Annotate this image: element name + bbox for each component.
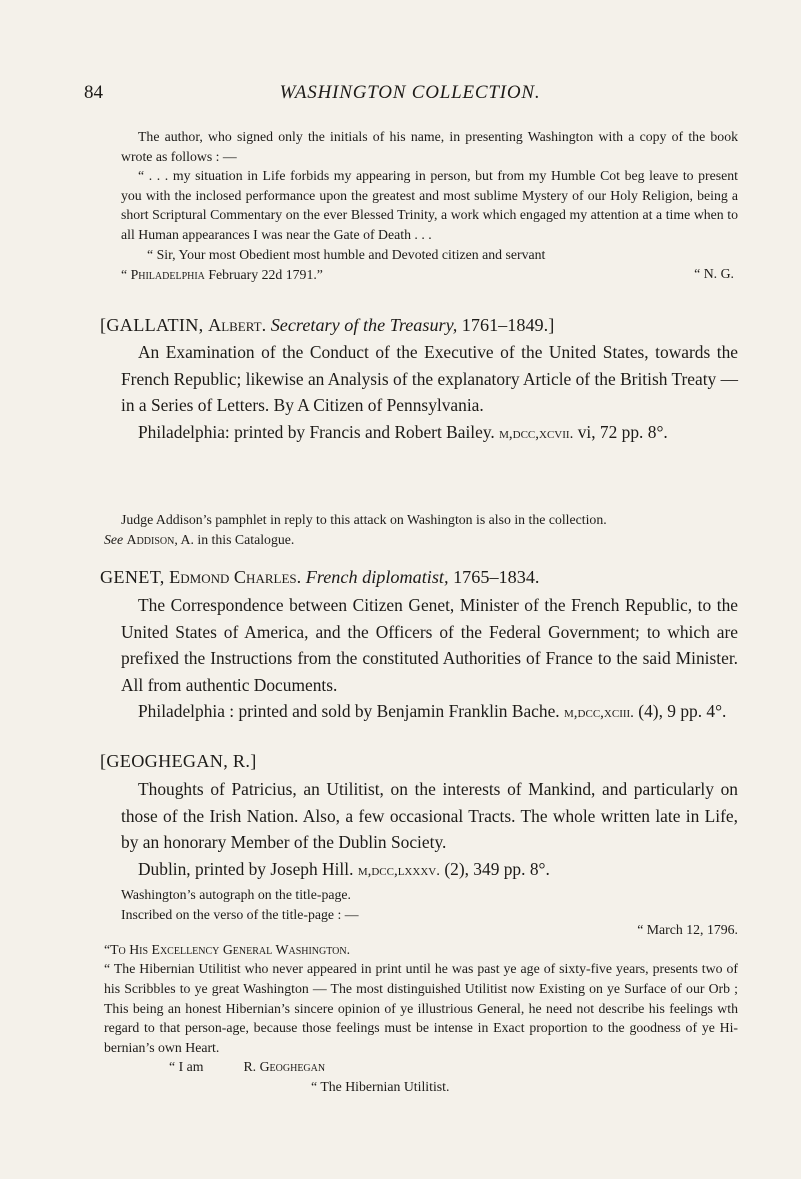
see-rest: in this Catalogue. <box>197 531 295 547</box>
see-ref: Addison, A. <box>126 531 194 547</box>
signer-name: R. Geoghegan <box>243 1059 326 1075</box>
intro-note <box>121 127 738 284</box>
note-inscribed: Inscribed on the verso of the title-page : — <box>121 906 359 922</box>
imprint-year: m,dcc,xciii. <box>564 705 634 721</box>
entry-genet <box>100 563 738 591</box>
entry-heading <box>100 311 738 339</box>
entry-gallatin <box>100 311 738 339</box>
entry-geoghegan <box>100 747 738 775</box>
geoghegan-body <box>121 776 738 884</box>
imprint <box>121 856 738 885</box>
author-given: Albert. <box>208 315 267 335</box>
author-dates: 1765–1834. <box>453 567 540 587</box>
imprint-collation: 72 pp. 8°. <box>599 421 668 442</box>
author-role: Secretary of the Treasury, <box>270 315 458 335</box>
imprint-collation: (4), 9 pp. 4°. <box>638 701 727 721</box>
imprint <box>121 698 738 727</box>
imprint-year: m,dcc,xcvii. <box>499 425 574 442</box>
book-title: Thoughts of Patricius, an Utilitist, on the interests of Mankind, and particularly on those of the Irish Nation. Also, a few occasional Tracts. The whole written late in Life, by an honorary Member of the Dublin Society. <box>121 779 738 852</box>
page-number: 84 <box>84 82 103 103</box>
author-dates: 1761–1849.] <box>461 315 555 335</box>
imprint-pages: vi, <box>577 421 596 442</box>
inscription-salutation: “To His Excellency General Washington. <box>104 941 351 957</box>
entry-heading: [GEOGHEGAN, R.] <box>100 751 257 771</box>
inscription-closing <box>169 1057 738 1077</box>
intro-closing: “ Sir, Your most Obedient most humble and Devoted citizen and servant <box>147 246 546 262</box>
inscription-date: “ March 12, 1796. <box>637 922 738 938</box>
intro-paragraph: The author, who signed only the initials of his name, in presenting Washington with a copy of the book wrote as follows : — <box>121 129 738 164</box>
intro-dateline <box>121 265 738 285</box>
running-title: WASHINGTON COLLECTION. <box>279 82 541 103</box>
imprint-text: Philadelphia : printed and sold by Benjamin Franklin Bache. <box>138 701 560 721</box>
genet-body <box>121 592 738 727</box>
note-autograph: Washington’s autograph on the title-page. <box>121 887 351 902</box>
book-title: An Examination of the Conduct of the Executive of the United States, towards the French Republic; likewise an Analysis of the explanatory Article of the British Treaty — in a Series of Letters. By A Citizen of Pennsylvania. <box>121 342 738 415</box>
imprint-text: Philadelphia: printed by Francis and Robert Bailey. <box>138 421 495 442</box>
inscription-letter: “ The Hibernian Utilitist who never appeared in print until he was past ye age of sixty-five years, presents two of his Scribbles to ye great Washington — The most distinguished Utilitist now Existing on ye Surface of our Orb ; This being an honest Hibernian’s sincere opinion of ye illustrious General, he need not describe his feelings wth regard to that person-age, because those feelings must be intense in Exact proportion to the goodness of ye Hi-bernian’s own Heart. <box>104 961 738 1055</box>
running-head <box>84 82 736 110</box>
intro-signature: “ N. G. <box>694 266 734 282</box>
signer-title: “ The Hibernian Utilitist. <box>311 1078 450 1094</box>
imprint-pages: (2), 349 pp. 8°. <box>444 858 550 879</box>
gallatin-body <box>121 339 738 447</box>
geoghegan-notes <box>104 885 738 1097</box>
imprint-year: m,dcc,lxxxv. <box>357 862 440 879</box>
entry-heading <box>100 563 738 591</box>
author-surname: [GALLATIN, <box>100 315 204 335</box>
imprint-text: Dublin, printed by Joseph Hill. <box>138 858 354 879</box>
author-surname: GENET, <box>100 567 165 587</box>
intro-quote: “ . . . my situation in Life forbids my appearing in person, but from my Humble Cot beg leave to present you with the inclosed performance upon the greatest and most sublime Mystery of our Holy Religion, being a short Scriptural Commentary on the ever Blessed Trinity, a work which engaged my attention at a time when to all Human appearances I was near the Gate of Death . . . <box>121 168 738 242</box>
see-reference <box>104 530 738 550</box>
see-label: See <box>104 531 124 547</box>
closing-phrase: “ I am <box>169 1059 204 1075</box>
note-text: Judge Addison’s pamphlet in reply to this attack on Washington is also in the collection. <box>121 512 607 527</box>
gallatin-note <box>104 510 738 549</box>
dateline-date: February 22d 1791.” <box>208 266 323 282</box>
dateline-place: “ Philadelphia <box>121 266 205 282</box>
author-role: French diplomatist, <box>305 567 449 587</box>
imprint <box>121 419 738 448</box>
book-title: The Correspondence between Citizen Genet, Minister of the French Republic, to the United States of America, and the Officers of the Federal Government; to which are prefixed the Instructions from the constituted Authorities of France to the said Minister. All from authentic Documents. <box>121 595 738 695</box>
author-given: Edmond Charles. <box>169 567 302 587</box>
